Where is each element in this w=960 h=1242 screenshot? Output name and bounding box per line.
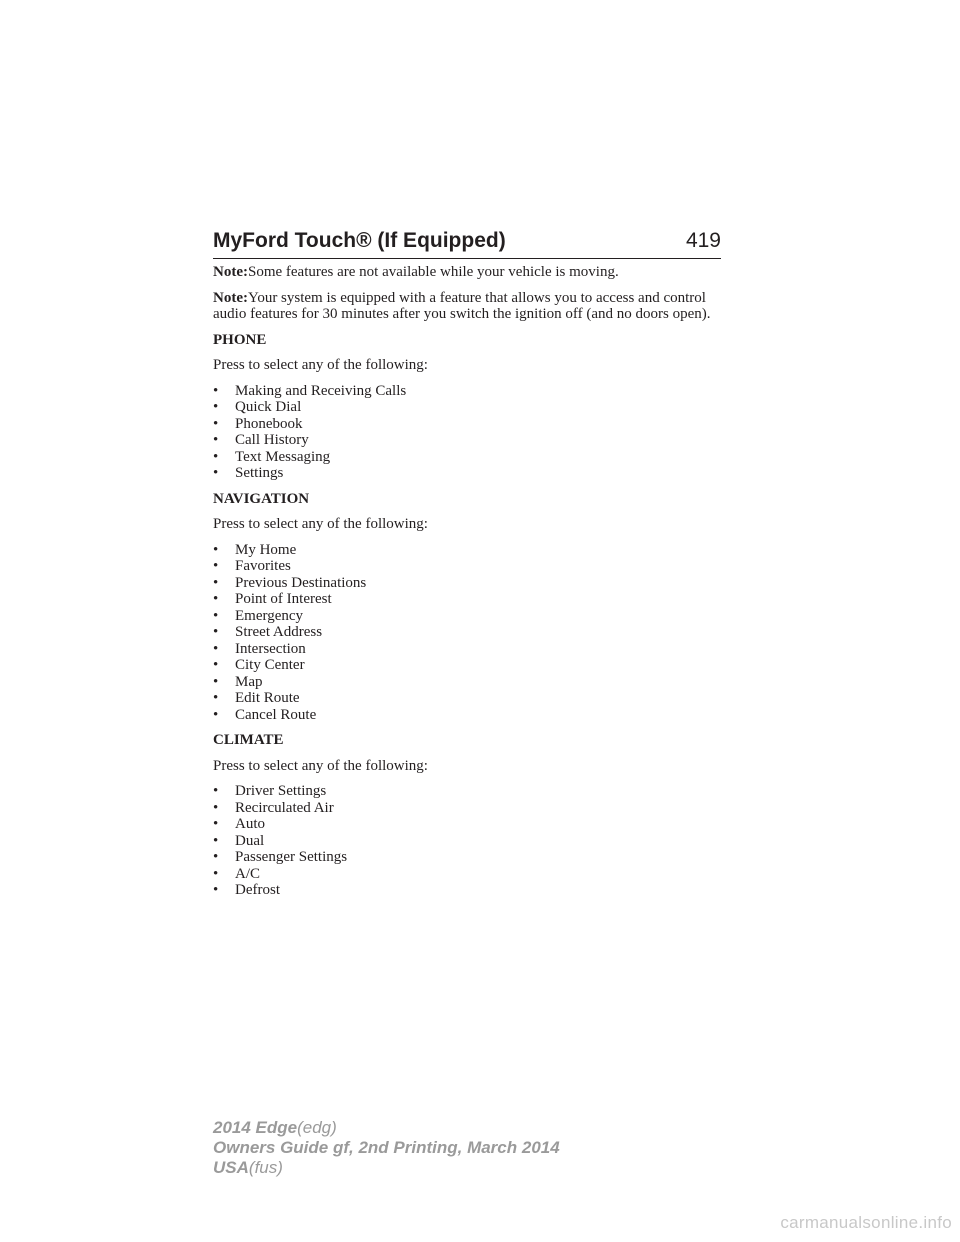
page-content (213, 264, 723, 908)
section-heading: NAVIGATION (213, 490, 310, 507)
bullet-list (213, 542, 723, 724)
note-label: Note: (213, 264, 248, 280)
bullet-icon: • (213, 690, 219, 706)
footer-edition: Owners Guide gf, 2nd Printing, March 2014 (213, 1138, 560, 1157)
page-footer (213, 1118, 560, 1178)
list-item (213, 432, 723, 449)
bullet-icon: • (213, 706, 219, 723)
bullet-icon: • (213, 607, 219, 624)
bullet-icon: • (213, 448, 219, 465)
bullet-icon: • (213, 432, 219, 448)
list-item-text: Settings (235, 465, 284, 481)
list-item-text: Previous Destinations (235, 574, 367, 591)
list-item-text: Passenger Settings (235, 849, 348, 865)
list-item (213, 416, 723, 433)
note-paragraph (213, 290, 723, 323)
note-label: Note: (213, 289, 248, 306)
watermark: carmanualsonline.info (780, 1213, 952, 1232)
bullet-icon: • (213, 882, 219, 898)
list-item (213, 558, 723, 575)
list-item (213, 783, 723, 800)
list-item-text: Point of Interest (235, 591, 332, 607)
list-item-text: Text Messaging (235, 448, 331, 465)
bullet-icon: • (213, 832, 219, 849)
list-item (213, 575, 723, 592)
section-phone (213, 332, 723, 482)
list-item (213, 866, 723, 883)
bullet-icon: • (213, 382, 219, 399)
list-item-text: Quick Dial (235, 399, 302, 415)
bullet-icon: • (213, 799, 219, 816)
footer-market: USA (213, 1158, 249, 1177)
list-item-text: Recirculated Air (235, 799, 334, 816)
bullet-icon: • (213, 657, 219, 673)
bullet-icon: • (213, 574, 219, 591)
bullet-icon: • (213, 849, 219, 865)
list-item (213, 608, 723, 625)
list-item (213, 833, 723, 850)
section-intro: Press to select any of the following: (213, 357, 428, 373)
list-item-text: My Home (235, 541, 297, 558)
list-item (213, 849, 723, 866)
list-item-text: Map (235, 673, 263, 690)
list-item-text: City Center (235, 657, 305, 673)
note-text: Some features are not available while your vehicle is moving. (247, 264, 619, 280)
bullet-icon: • (213, 673, 219, 690)
bullet-icon: • (213, 783, 219, 799)
section-navigation (213, 491, 723, 724)
list-item-text: Phonebook (235, 415, 303, 432)
list-item (213, 641, 723, 658)
bullet-icon: • (213, 624, 219, 640)
bullet-icon: • (213, 558, 219, 574)
list-item (213, 591, 723, 608)
list-item-text: Call History (235, 432, 309, 448)
list-item-text: A/C (235, 865, 261, 882)
footer-line (213, 1158, 560, 1178)
footer-model: 2014 Edge (213, 1118, 298, 1137)
list-item (213, 882, 723, 899)
list-item (213, 465, 723, 482)
list-item (213, 624, 723, 641)
list-item-text: Emergency (235, 607, 304, 624)
section-climate (213, 732, 723, 899)
note-text: Your system is equipped with a feature that allows you to access and control audio features for 30 minutes after you switch the ignition off (and no doors open). (213, 289, 711, 322)
footer-market-code: (fus) (248, 1158, 283, 1177)
list-item-text: Auto (235, 816, 265, 832)
list-item-text: Driver Settings (235, 783, 327, 799)
list-item (213, 800, 723, 817)
list-item-text: Favorites (235, 558, 291, 574)
list-item-text: Intersection (235, 640, 306, 657)
list-item-text: Defrost (235, 882, 280, 898)
bullet-icon: • (213, 415, 219, 432)
page-number: 419 (685, 229, 721, 252)
page-header (213, 228, 721, 259)
bullet-icon: • (213, 640, 219, 657)
bullet-icon: • (213, 591, 219, 607)
note-paragraph (213, 264, 723, 281)
chapter-title: MyFord Touch® (If Equipped) (213, 229, 506, 252)
list-item-text: Cancel Route (235, 706, 317, 723)
bullet-icon: • (213, 399, 219, 415)
bullet-icon: • (213, 865, 219, 882)
bullet-icon: • (213, 465, 219, 481)
section-intro: Press to select any of the following: (213, 516, 428, 532)
list-item (213, 690, 723, 707)
list-item-text: Dual (235, 832, 265, 849)
section-intro: Press to select any of the following: (213, 757, 428, 774)
list-item-text: Making and Receiving Calls (235, 382, 407, 399)
list-item-text: Edit Route (235, 690, 300, 706)
bullet-icon: • (213, 541, 219, 558)
bullet-list (213, 783, 723, 899)
bullet-list (213, 383, 723, 482)
bullet-icon: • (213, 816, 219, 832)
list-item (213, 383, 723, 400)
list-item (213, 707, 723, 724)
list-item (213, 816, 723, 833)
footer-model-code: (edg) (297, 1118, 337, 1137)
list-item (213, 399, 723, 416)
section-heading: PHONE (213, 331, 267, 348)
list-item (213, 657, 723, 674)
list-item (213, 449, 723, 466)
section-heading: CLIMATE (213, 732, 284, 748)
footer-line (213, 1118, 560, 1138)
list-item (213, 674, 723, 691)
list-item (213, 542, 723, 559)
list-item-text: Street Address (235, 624, 323, 640)
